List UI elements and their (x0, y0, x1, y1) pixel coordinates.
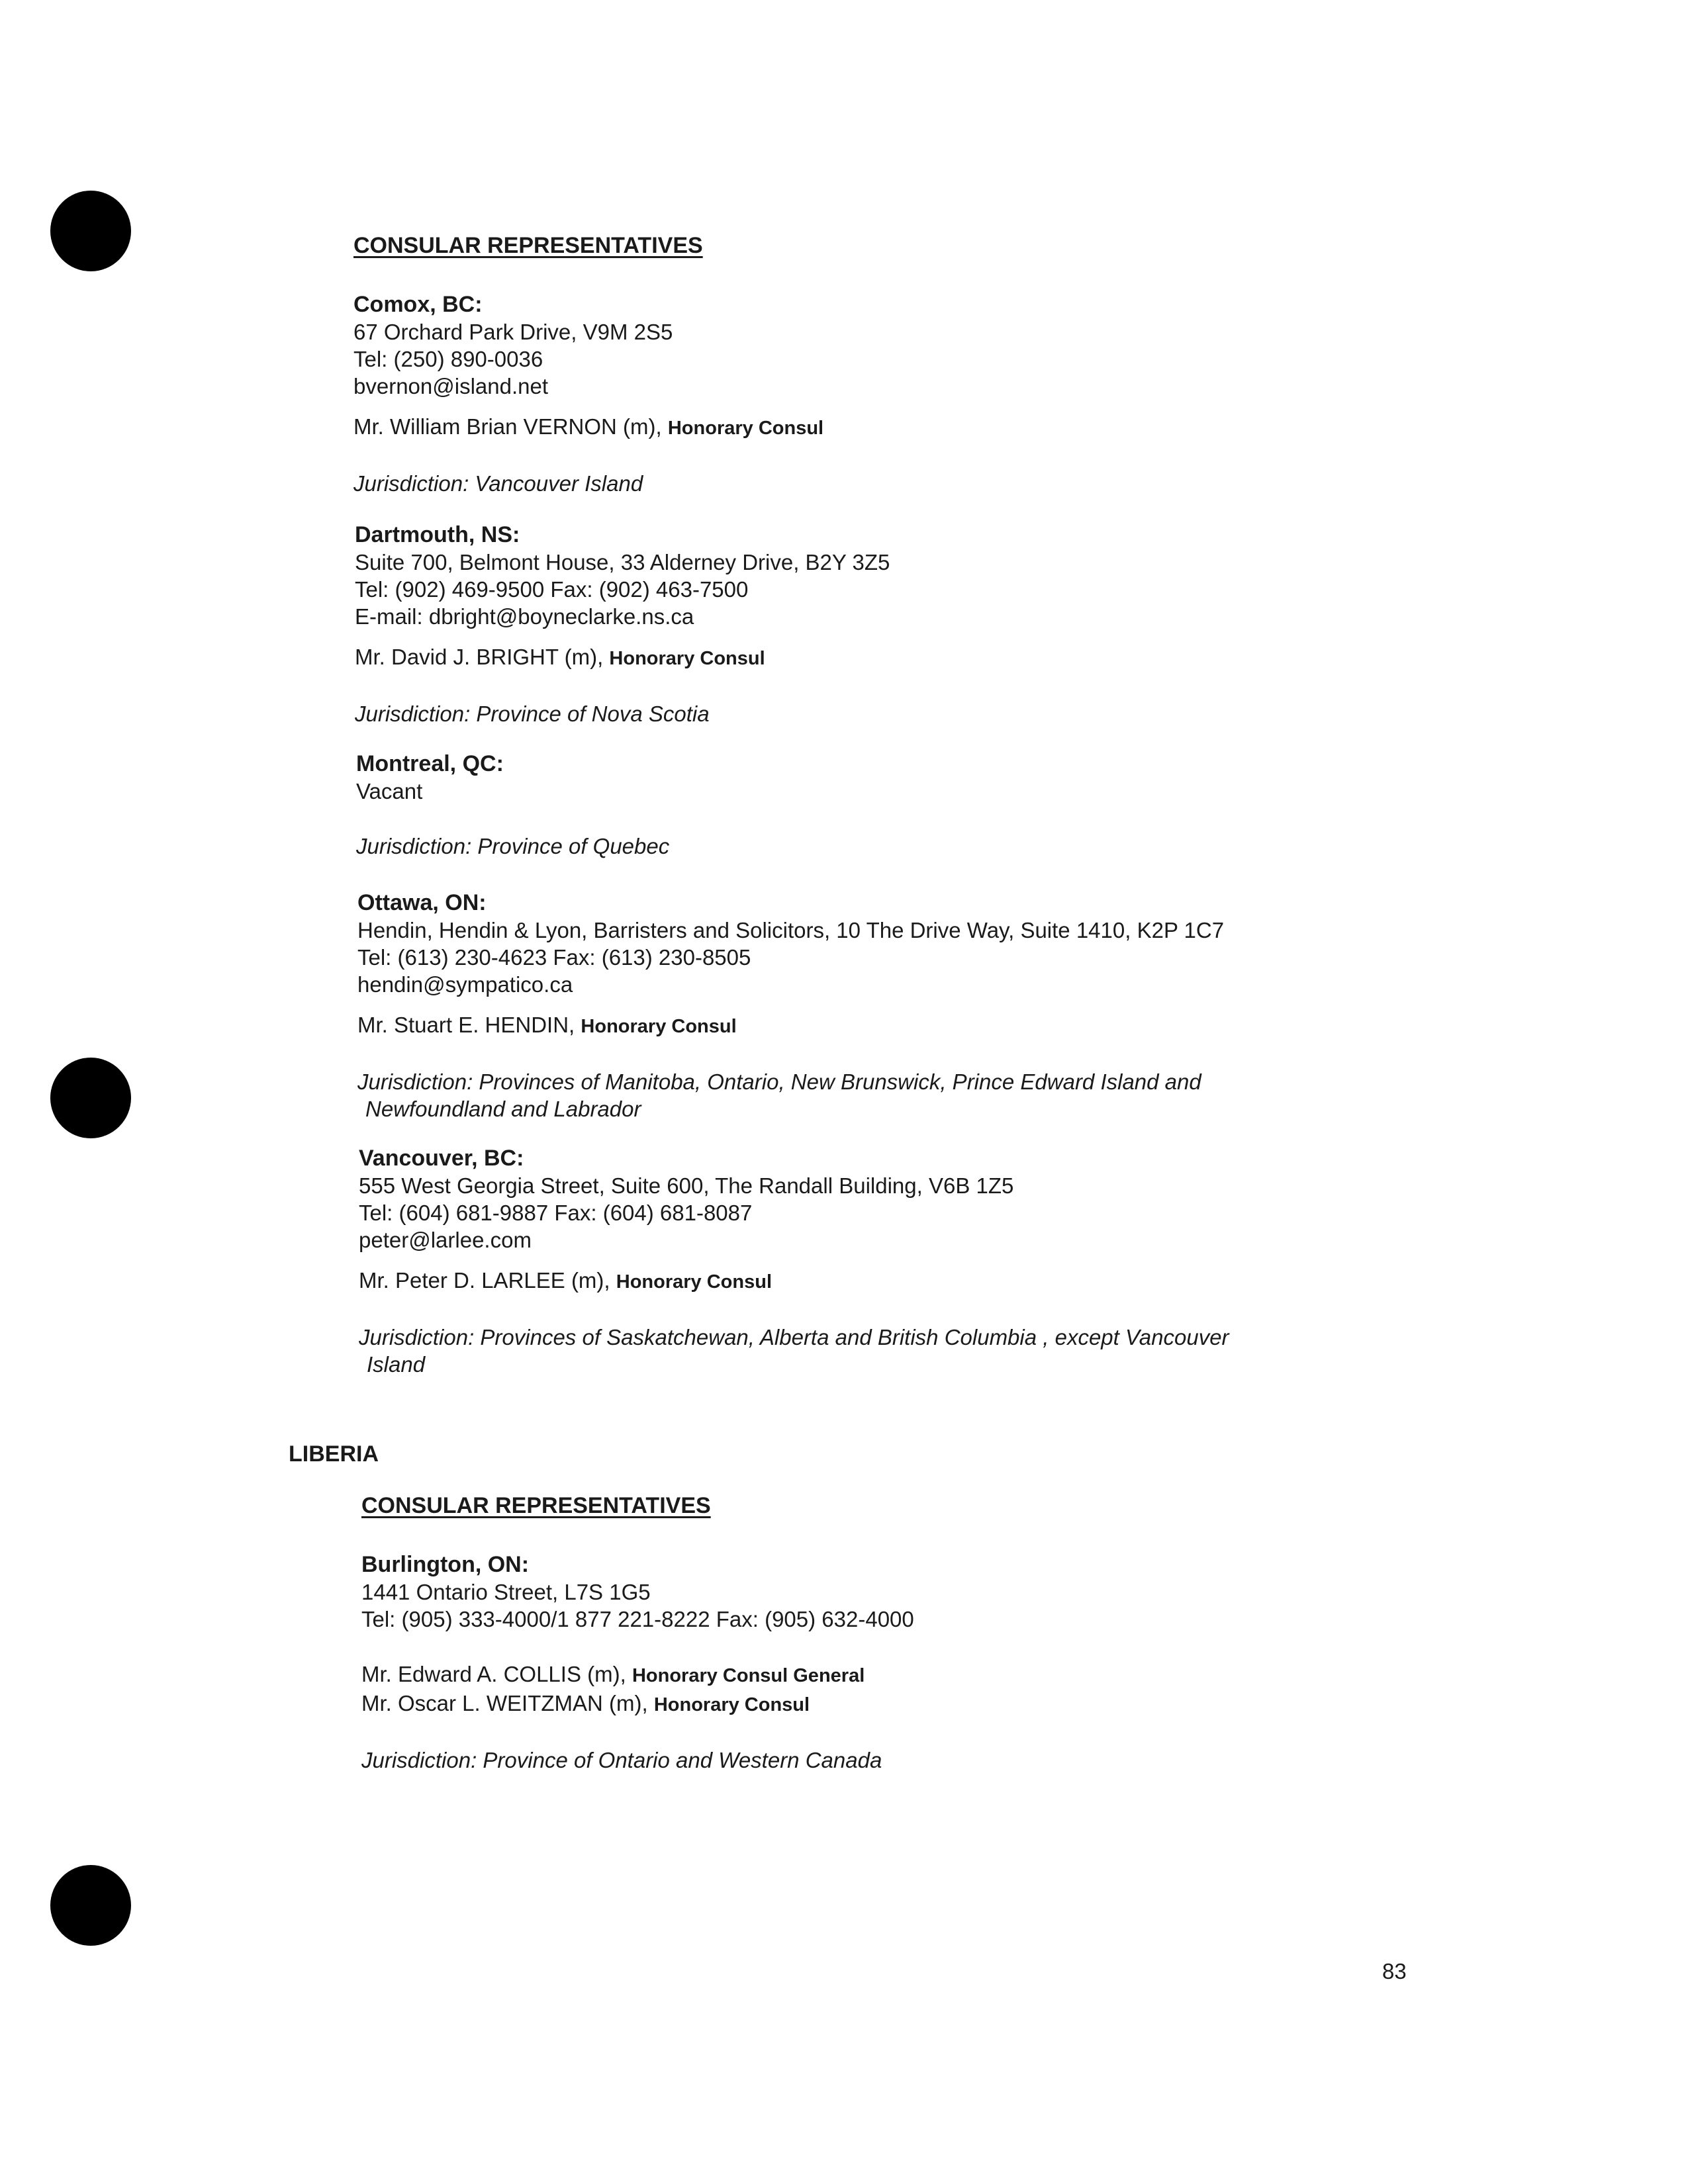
jurisdiction-line: Jurisdiction: Vancouver Island (353, 471, 643, 496)
entry-address: Suite 700, Belmont House, 33 Alderney Drive, B2Y 3Z5 (355, 550, 890, 574)
entry-person (361, 1661, 914, 1690)
entry-city: Dartmouth, NS: (355, 522, 520, 547)
person-name: Mr. William Brian VERNON (m), (353, 414, 662, 439)
entry-email[interactable]: hendin@sympatico.ca (357, 972, 573, 997)
entry-person (353, 413, 823, 442)
entry-jurisdiction (355, 700, 890, 727)
jurisdiction-line: Jurisdiction: Province of Ontario and Western Canada (361, 1748, 882, 1772)
entry-tel: Tel: (604) 681-9887 Fax: (604) 681-8087 (359, 1201, 753, 1225)
person-title: Honorary Consul (616, 1271, 773, 1293)
jurisdiction-line: Newfoundland and Labrador (365, 1097, 641, 1121)
jurisdiction-line: Jurisdiction: Province of Quebec (356, 834, 670, 858)
person-name: Mr. Edward A. COLLIS (m), (361, 1662, 626, 1686)
entry-jurisdiction (356, 833, 669, 860)
country-heading: LIBERIA (289, 1441, 379, 1467)
entry-city: Burlington, ON: (361, 1552, 530, 1577)
binder-hole (50, 1865, 131, 1946)
page-number: 83 (1382, 1959, 1407, 1983)
entry-person (361, 1690, 914, 1719)
entry-address: Vacant (356, 779, 423, 803)
entry-dartmouth (355, 522, 890, 727)
entry-address: 67 Orchard Park Drive, V9M 2S5 (353, 320, 673, 344)
person-name: Mr. Stuart E. HENDIN, (357, 1013, 575, 1037)
entry-city: Comox, BC: (353, 292, 483, 317)
entry-burlington (361, 1551, 914, 1774)
entry-email[interactable]: bvernon@island.net (353, 374, 549, 398)
entry-jurisdiction (361, 1747, 914, 1774)
entry-person (359, 1267, 1229, 1296)
entry-city: Ottawa, ON: (357, 890, 487, 915)
person-title: Honorary Consul (609, 648, 765, 669)
person-name: Mr. David J. BRIGHT (m), (355, 645, 604, 669)
entry-jurisdiction (353, 470, 823, 497)
jurisdiction-line: Jurisdiction: Provinces of Manitoba, Ontario, New Brunswick, Prince Edward Island and (357, 1069, 1201, 1094)
entry-tel: Tel: (250) 890-0036 (353, 347, 543, 371)
person-title: Honorary Consul (667, 418, 824, 439)
entry-comox (353, 291, 823, 497)
entry-email[interactable]: E-mail: dbright@boyneclarke.ns.ca (355, 604, 694, 629)
entry-address: 555 West Georgia Street, Suite 600, The Randall Building, V6B 1Z5 (359, 1173, 1014, 1198)
entry-person (357, 1011, 1224, 1040)
entry-tel: Tel: (902) 469-9500 Fax: (902) 463-7500 (355, 577, 749, 602)
jurisdiction-line: Jurisdiction: Province of Nova Scotia (355, 702, 710, 726)
person-title: Honorary Consul (581, 1016, 737, 1037)
entry-address: Hendin, Hendin & Lyon, Barristers and Solicitors, 10 The Drive Way, Suite 1410, K2P 1C7 (357, 918, 1225, 942)
entry-tel: Tel: (905) 333-4000/1 877 221-8222 Fax: (905) 632-4000 (361, 1607, 914, 1631)
entry-city: Montreal, QC: (356, 751, 504, 776)
entry-montreal (356, 751, 669, 860)
entry-jurisdiction (357, 1068, 1224, 1122)
section-heading: CONSULAR REPRESENTATIVES (361, 1493, 711, 1518)
entry-person (355, 643, 890, 672)
jurisdiction-line: Jurisdiction: Provinces of Saskatchewan, Alberta and British Columbia , except Vancouver (359, 1325, 1229, 1349)
entry-city: Vancouver, BC: (359, 1146, 524, 1171)
entry-address: 1441 Ontario Street, L7S 1G5 (361, 1580, 651, 1604)
entry-tel: Tel: (613) 230-4623 Fax: (613) 230-8505 (357, 945, 751, 970)
binder-hole (50, 1058, 131, 1138)
entry-email[interactable]: peter@larlee.com (359, 1228, 532, 1252)
section-heading: CONSULAR REPRESENTATIVES (353, 233, 703, 258)
jurisdiction-line: Island (367, 1352, 426, 1377)
person-title: Honorary Consul General (632, 1665, 865, 1686)
person-name: Mr. Oscar L. WEITZMAN (m), (361, 1691, 648, 1715)
entry-jurisdiction (359, 1324, 1229, 1378)
entry-vancouver (359, 1145, 1229, 1378)
binder-hole (50, 191, 131, 271)
person-name: Mr. Peter D. LARLEE (m), (359, 1268, 610, 1293)
entry-ottawa (357, 889, 1224, 1122)
person-title: Honorary Consul (653, 1694, 810, 1715)
